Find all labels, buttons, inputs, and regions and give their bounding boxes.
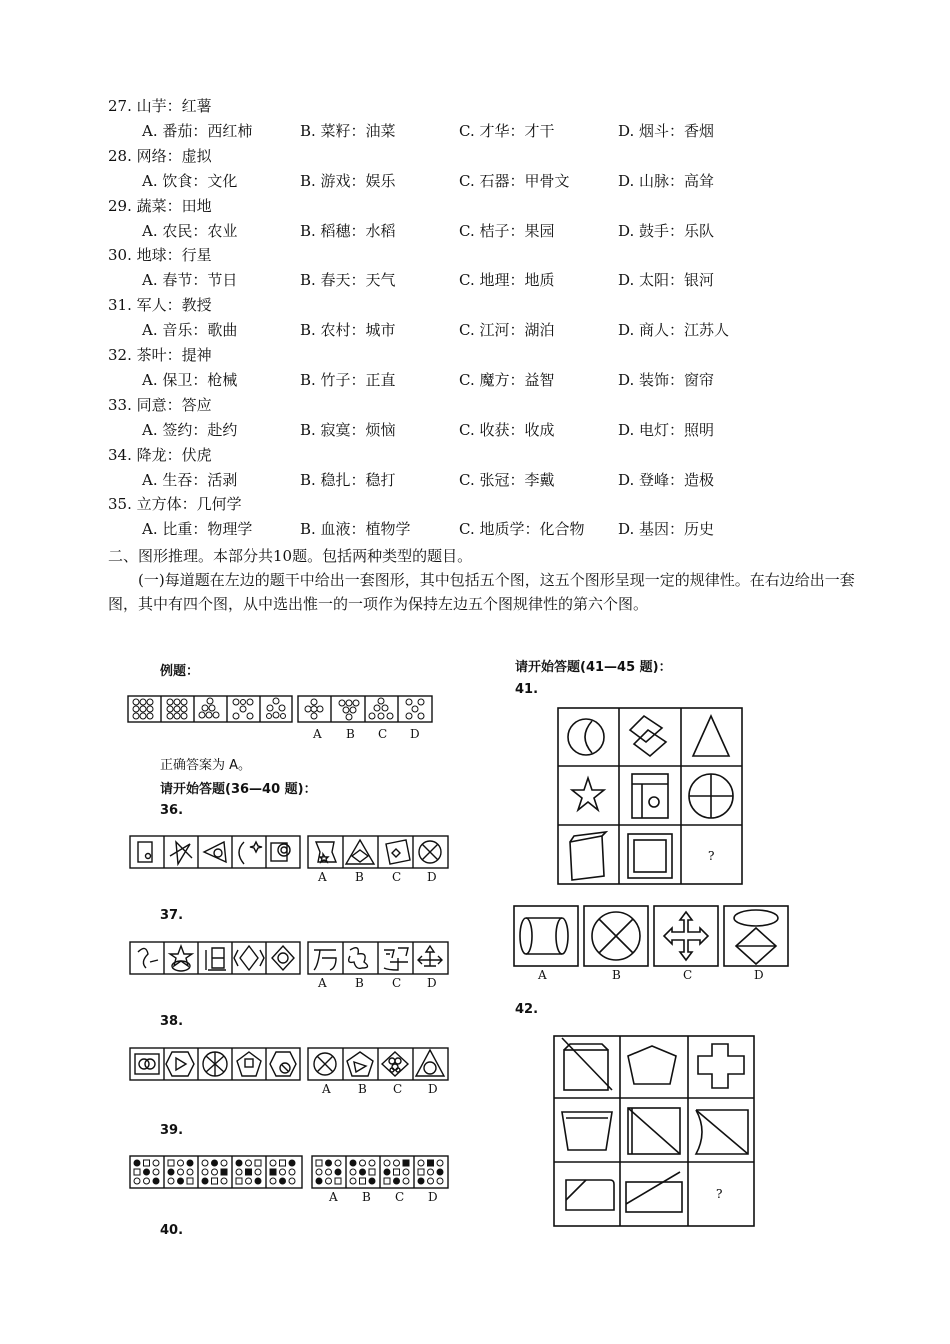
q38-option-a: A [322,1082,331,1096]
q38-option-b: B [358,1082,367,1096]
question-stem: 34. 降龙：伏虎 [108,445,212,464]
answer-option: D. 电灯：照明 [618,420,715,439]
question-stem: 33. 同意：答应 [108,395,212,414]
example-label: 例题： [160,664,200,679]
example-figure-strip [126,690,446,728]
answer-option: D. 山脉：高耸 [618,171,715,190]
answer-option: B. 稻穗：水稻 [300,221,396,240]
answer-option: A. 农民：农业 [142,221,238,240]
question-41-options [512,904,792,968]
example-option-b: B [346,727,355,741]
question-42-grid [552,1034,758,1230]
q41-option-c: C [683,968,693,982]
example-option-d: D [410,727,420,741]
question-39-number: 39. [160,1123,184,1138]
q41-question-mark: ? [708,849,715,863]
answer-option: A. 生吞：活剥 [142,470,238,489]
question-36-number: 36. [160,803,184,818]
answer-option: D. 装饰：窗帘 [618,371,715,389]
q38-option-d: D [428,1082,438,1096]
q39-option-a: A [329,1190,338,1204]
q36-option-d: D [427,870,437,884]
answer-option: C. 石器：甲骨文 [459,171,570,190]
question-37-number: 37. [160,908,184,923]
start-label-41-45: 请开始答题(41—45 题)： [515,660,672,675]
answer-option: B. 农村：城市 [300,321,396,340]
answer-option: D. 鼓手：乐队 [618,221,715,240]
q42-question-mark: ? [716,1187,723,1201]
question-stem: 28. 网络：虚拟 [108,146,212,165]
q36-option-c: C [392,870,402,884]
question-42-number: 42. [515,1002,539,1017]
q39-option-c: C [395,1190,405,1204]
question-stem: 32. 茶叶：提神 [108,346,212,364]
answer-option: D. 基因：历史 [618,520,715,539]
answer-option: A. 番茄：西红柿 [142,122,253,140]
section-instruction: (一)每道题在左边的题干中给出一套图形，其中包括五个图，这五个图形呈现一定的规律性。在右边给出一套图，其中有四个图，从中选出惟一的一项作为保持左边五个图规律性的第六个图。 [108,571,855,613]
example-option-a: A [313,727,322,741]
question-stem: 27. 山芋：红薯 [108,97,212,115]
question-37-figures [128,940,453,976]
answer-option: C. 地质学：化合物 [459,520,585,539]
answer-option: C. 张冠：李戴 [459,470,555,489]
section-title: 二、图形推理。本部分共10题。包括两种类型的题目。 [108,547,473,565]
answer-option: C. 才华：才干 [459,122,555,140]
question-stem: 35. 立方体：几何学 [108,495,242,514]
answer-option: B. 血液：植物学 [300,520,411,539]
answer-option: B. 竹子：正直 [300,371,396,389]
q39-option-d: D [428,1190,438,1204]
answer-option: D. 太阳：银河 [618,271,715,290]
answer-option: C. 魔方：益智 [459,371,555,389]
correct-answer: 正确答案为 A。 [160,758,252,773]
question-40-number: 40. [160,1223,184,1238]
answer-option: D. 登峰：造极 [618,470,715,489]
q37-option-a: A [318,976,327,990]
question-stem: 31. 军人：教授 [108,296,212,315]
q36-option-a: A [318,870,327,884]
answer-option: C. 桔子：果园 [459,221,555,240]
question-stem: 29. 蔬菜：田地 [108,196,212,215]
answer-option: B. 春天：天气 [300,271,396,290]
q41-option-a: A [538,968,547,982]
start-label-36-40: 请开始答题(36—40 题)： [160,782,317,797]
example-option-c: C [378,727,388,741]
question-39-figures [128,1154,453,1190]
q39-option-b: B [362,1190,371,1204]
answer-option: C. 江河：湖泊 [459,321,555,340]
answer-option: A. 比重：物理学 [142,520,253,539]
answer-option: A. 春节：节日 [142,271,238,290]
answer-option: B. 寂寞：烦恼 [300,420,396,439]
q36-option-b: B [355,870,364,884]
question-36-figures [128,834,453,870]
answer-option: C. 收获：收成 [459,420,555,439]
answer-option: B. 菜籽：油菜 [300,122,396,140]
answer-option: B. 稳扎：稳打 [300,470,396,489]
answer-option: A. 饮食：文化 [142,171,238,190]
question-41-number: 41. [515,682,539,697]
q37-option-c: C [392,976,402,990]
q41-option-b: B [612,968,621,982]
question-41-grid [556,706,746,886]
question-38-number: 38. [160,1014,184,1029]
answer-option: A. 签约：赴约 [142,420,238,439]
question-stem: 30. 地球：行星 [108,246,212,265]
answer-option: C. 地理：地质 [459,271,555,290]
answer-option: D. 商人：江苏人 [618,321,730,340]
q37-option-b: B [355,976,364,990]
answer-option: D. 烟斗：香烟 [618,122,715,140]
answer-option: A. 保卫：枪械 [142,371,238,389]
q38-option-c: C [393,1082,403,1096]
answer-option: A. 音乐：歌曲 [142,321,238,340]
q37-option-d: D [427,976,437,990]
question-38-figures [128,1046,453,1082]
answer-option: B. 游戏：娱乐 [300,171,396,190]
q41-option-d: D [754,968,764,982]
